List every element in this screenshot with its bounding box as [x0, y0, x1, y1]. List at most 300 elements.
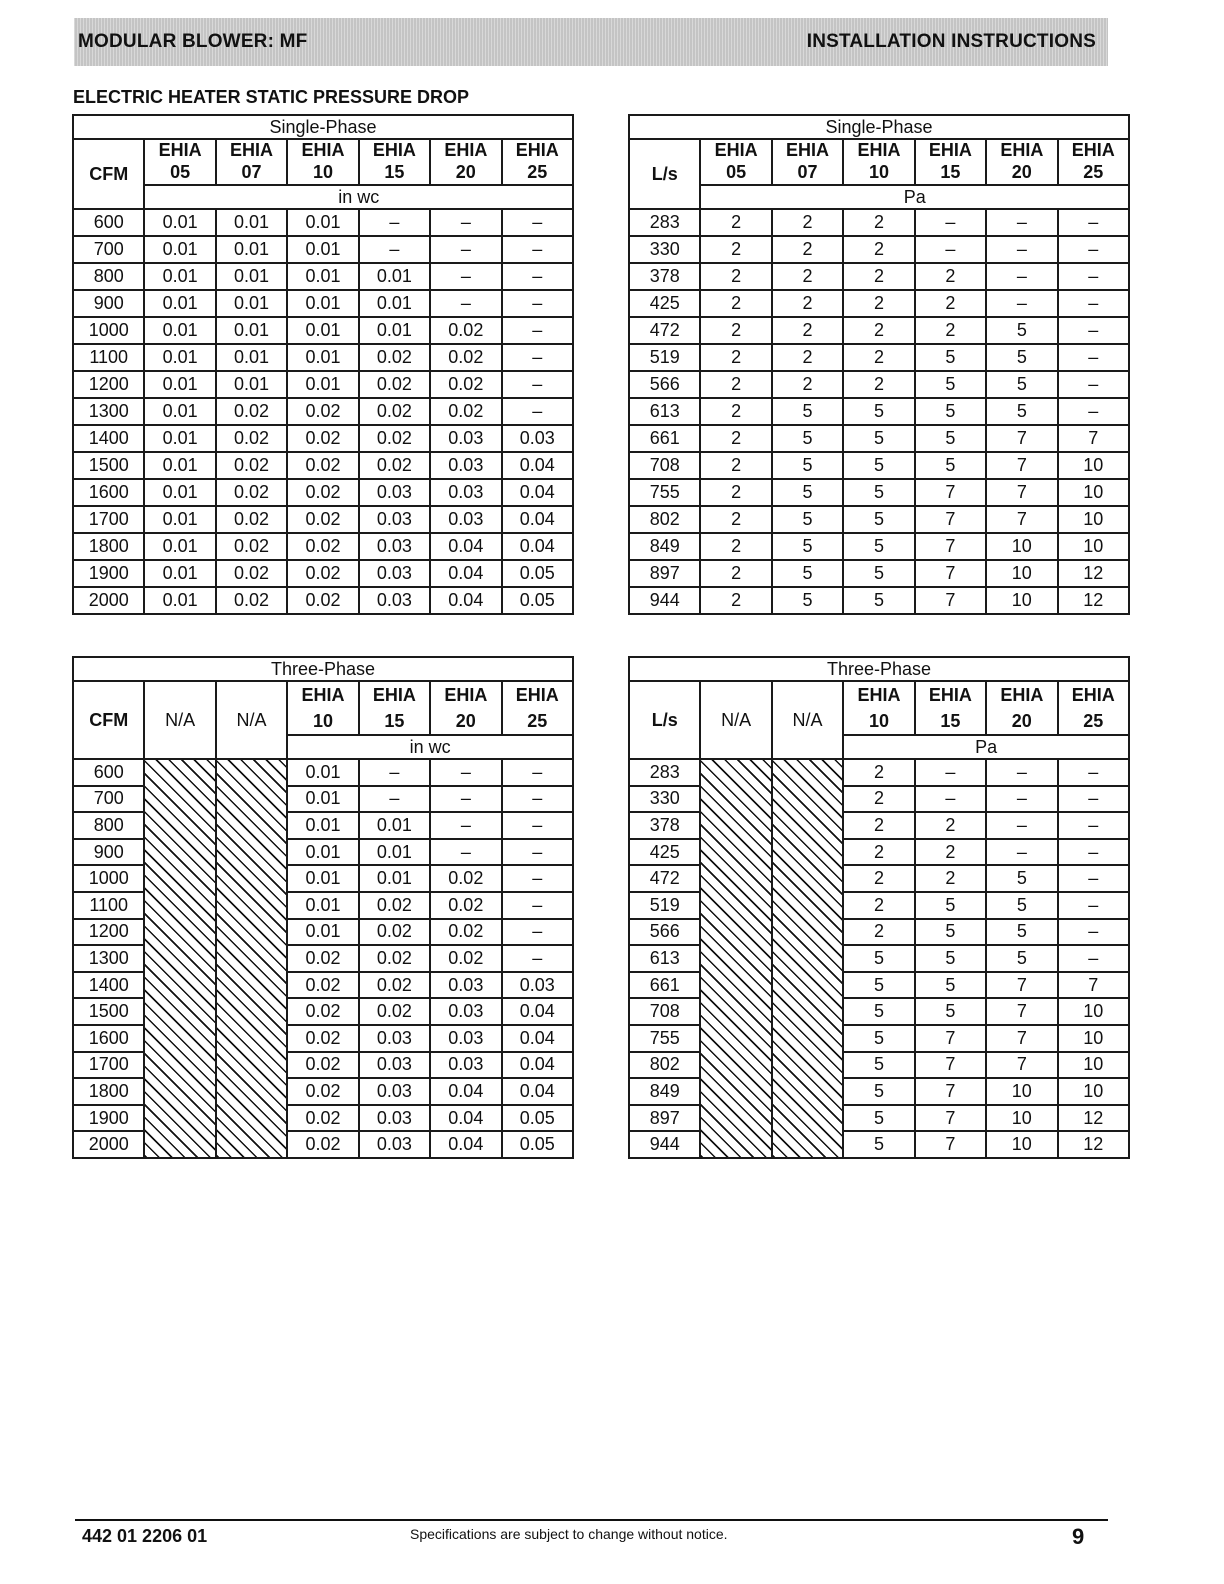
na-header: N/A — [216, 681, 287, 759]
airflow-cell: 1800 — [73, 533, 144, 560]
value-cell: 0.03 — [430, 1025, 501, 1052]
value-cell: 5 — [843, 1105, 914, 1132]
table-row — [73, 425, 573, 452]
heater-size-label: 15 — [384, 711, 405, 731]
heater-column-header — [287, 681, 358, 735]
value-cell: 5 — [843, 560, 914, 587]
heater-column-header — [915, 139, 986, 185]
heater-size-label: 20 — [455, 711, 476, 731]
airflow-cell: 472 — [629, 317, 700, 344]
value-cell: 0.03 — [502, 972, 573, 999]
footer-notice: Specifications are subject to change without notice. — [410, 1526, 728, 1542]
value-cell: 5 — [915, 945, 986, 972]
value-cell: 5 — [843, 1131, 914, 1158]
value-cell: 0.03 — [359, 1025, 430, 1052]
heater-column-header — [359, 139, 430, 185]
value-cell: 5 — [986, 945, 1057, 972]
heater-model-label: EHIA — [301, 685, 345, 705]
value-cell: 0.03 — [359, 587, 430, 614]
value-cell: 2 — [700, 506, 771, 533]
value-cell: – — [502, 786, 573, 813]
table-row — [73, 371, 573, 398]
airflow-cell: 566 — [629, 371, 700, 398]
table-row — [73, 209, 573, 236]
value-cell: – — [1058, 236, 1129, 263]
airflow-cell: 661 — [629, 972, 700, 999]
value-cell: – — [359, 209, 430, 236]
value-cell: – — [1058, 865, 1129, 892]
heater-column-header — [430, 139, 501, 185]
value-cell: 12 — [1058, 1131, 1129, 1158]
value-cell: 0.04 — [502, 452, 573, 479]
value-cell: 0.04 — [502, 479, 573, 506]
value-cell: 5 — [915, 371, 986, 398]
value-cell: 7 — [986, 972, 1057, 999]
airflow-cell: 944 — [629, 1131, 700, 1158]
value-cell: 0.04 — [430, 1131, 501, 1158]
airflow-cell: 1000 — [73, 317, 144, 344]
heater-model-label: EHIA — [515, 685, 559, 705]
value-cell: 0.02 — [359, 398, 430, 425]
single-phase-ls-table — [628, 114, 1130, 615]
table-row — [629, 759, 1129, 786]
heater-model-label: EHIA — [230, 140, 274, 160]
value-cell: 7 — [1058, 972, 1129, 999]
value-cell: 2 — [700, 290, 771, 317]
airflow-cell: 1300 — [73, 398, 144, 425]
value-cell: – — [986, 263, 1057, 290]
airflow-cell: 900 — [73, 839, 144, 866]
value-cell: 0.02 — [287, 560, 358, 587]
heater-size-label: 10 — [868, 162, 889, 182]
value-cell: 0.02 — [287, 398, 358, 425]
heater-column-header — [772, 139, 843, 185]
value-cell: – — [502, 344, 573, 371]
value-cell: 7 — [915, 479, 986, 506]
value-cell: 7 — [986, 506, 1057, 533]
value-cell: 2 — [700, 209, 771, 236]
value-cell: 0.03 — [430, 452, 501, 479]
value-cell: 0.02 — [287, 1025, 358, 1052]
airflow-cell: 708 — [629, 452, 700, 479]
value-cell: – — [430, 236, 501, 263]
heater-size-label: 10 — [312, 162, 333, 182]
value-cell: – — [1058, 317, 1129, 344]
value-cell: 2 — [843, 263, 914, 290]
value-cell: – — [502, 812, 573, 839]
value-cell: 10 — [1058, 533, 1129, 560]
table-row — [629, 317, 1129, 344]
airflow-cell: 600 — [73, 209, 144, 236]
value-cell: 0.01 — [287, 759, 358, 786]
value-cell: 0.02 — [216, 398, 287, 425]
phase-label: Three-Phase — [629, 657, 1129, 681]
airflow-cell: 1600 — [73, 1025, 144, 1052]
value-cell: 0.02 — [216, 506, 287, 533]
value-cell: 5 — [843, 1025, 914, 1052]
heater-size-label: 15 — [940, 711, 961, 731]
value-cell: 2 — [700, 560, 771, 587]
value-cell: 12 — [1058, 560, 1129, 587]
table-row — [629, 344, 1129, 371]
value-cell: 5 — [915, 892, 986, 919]
table-row — [629, 290, 1129, 317]
value-cell: 2 — [843, 290, 914, 317]
not-available-hatch — [700, 759, 771, 1158]
value-cell: 5 — [843, 425, 914, 452]
value-cell: 0.01 — [359, 812, 430, 839]
value-cell: 10 — [986, 1078, 1057, 1105]
column-header-row — [629, 681, 1129, 735]
heater-column-header — [359, 681, 430, 735]
airflow-cell: 944 — [629, 587, 700, 614]
value-cell: 5 — [986, 398, 1057, 425]
value-cell: 0.02 — [430, 344, 501, 371]
value-cell: 7 — [915, 1052, 986, 1079]
airflow-cell: 1400 — [73, 425, 144, 452]
value-cell: – — [1058, 263, 1129, 290]
value-cell: 2 — [843, 317, 914, 344]
value-cell: 0.01 — [144, 533, 215, 560]
value-cell: 0.02 — [287, 972, 358, 999]
heater-size-label: 20 — [1011, 711, 1032, 731]
airflow-cell: 1100 — [73, 892, 144, 919]
value-cell: 2 — [843, 786, 914, 813]
value-cell: – — [430, 759, 501, 786]
value-cell: 0.01 — [216, 236, 287, 263]
heater-model-label: EHIA — [372, 685, 416, 705]
heater-size-label: 25 — [1083, 162, 1104, 182]
value-cell: 0.03 — [430, 1052, 501, 1079]
heater-model-label: EHIA — [857, 685, 901, 705]
value-cell: 10 — [986, 560, 1057, 587]
value-cell: 0.02 — [359, 425, 430, 452]
value-cell: 0.01 — [144, 263, 215, 290]
value-cell: 0.01 — [359, 263, 430, 290]
value-cell: 5 — [843, 398, 914, 425]
value-cell: – — [502, 945, 573, 972]
value-cell: 0.02 — [430, 945, 501, 972]
na-header: N/A — [772, 681, 843, 759]
value-cell: 5 — [915, 972, 986, 999]
value-cell: 2 — [700, 587, 771, 614]
value-cell: 12 — [1058, 1105, 1129, 1132]
value-cell: 7 — [915, 1078, 986, 1105]
value-cell: – — [502, 236, 573, 263]
value-cell: 0.02 — [216, 425, 287, 452]
table-row — [73, 263, 573, 290]
value-cell: – — [986, 812, 1057, 839]
value-cell: 0.02 — [287, 587, 358, 614]
heater-model-label: EHIA — [928, 685, 972, 705]
value-cell: 2 — [700, 425, 771, 452]
doc-number: 442 01 2206 01 — [82, 1526, 208, 1546]
heater-size-label: 15 — [940, 162, 961, 182]
value-cell: 5 — [915, 344, 986, 371]
value-cell: 5 — [986, 919, 1057, 946]
value-cell: 0.03 — [359, 560, 430, 587]
heater-column-header — [1058, 139, 1129, 185]
airflow-cell: 1800 — [73, 1078, 144, 1105]
value-cell: 0.02 — [359, 892, 430, 919]
value-cell: – — [1058, 919, 1129, 946]
value-cell: – — [502, 371, 573, 398]
value-cell: 2 — [772, 209, 843, 236]
value-cell: 2 — [843, 209, 914, 236]
value-cell: 0.04 — [430, 1105, 501, 1132]
value-cell: – — [986, 290, 1057, 317]
airflow-cell: 613 — [629, 945, 700, 972]
value-cell: 7 — [986, 1052, 1057, 1079]
heater-column-header — [915, 681, 986, 735]
table-row — [629, 506, 1129, 533]
value-cell: 0.01 — [287, 317, 358, 344]
value-cell: – — [986, 759, 1057, 786]
airflow-cell: 283 — [629, 759, 700, 786]
value-cell: 0.03 — [430, 425, 501, 452]
value-cell: 0.04 — [502, 1025, 573, 1052]
value-cell: 0.03 — [359, 533, 430, 560]
phase-row — [73, 115, 573, 139]
heater-size-label: 10 — [312, 711, 333, 731]
airflow-cell: 425 — [629, 290, 700, 317]
airflow-cell: 755 — [629, 1025, 700, 1052]
phase-row — [73, 657, 573, 681]
airflow-cell: 378 — [629, 812, 700, 839]
table-row — [629, 587, 1129, 614]
value-cell: 0.02 — [359, 972, 430, 999]
table-row — [73, 587, 573, 614]
value-cell: 2 — [843, 919, 914, 946]
value-cell: 10 — [986, 533, 1057, 560]
value-cell: 7 — [1058, 425, 1129, 452]
heater-column-header — [502, 681, 573, 735]
airflow-cell: 1700 — [73, 506, 144, 533]
airflow-cell: 283 — [629, 209, 700, 236]
airflow-cell: 755 — [629, 479, 700, 506]
value-cell: 10 — [1058, 1078, 1129, 1105]
value-cell: 0.02 — [287, 479, 358, 506]
value-cell: 10 — [1058, 479, 1129, 506]
unit-row — [73, 185, 573, 209]
first-column-header: CFM — [73, 681, 144, 759]
heater-size-label: 05 — [170, 162, 191, 182]
airflow-cell: 378 — [629, 263, 700, 290]
value-cell: – — [1058, 945, 1129, 972]
page-number: 9 — [1072, 1524, 1085, 1549]
airflow-cell: 566 — [629, 919, 700, 946]
airflow-cell: 519 — [629, 892, 700, 919]
value-cell: – — [430, 290, 501, 317]
three-phase-ls-table — [628, 656, 1130, 1159]
value-cell: – — [502, 209, 573, 236]
heater-column-header — [843, 681, 914, 735]
value-cell: 0.01 — [287, 371, 358, 398]
value-cell: – — [986, 209, 1057, 236]
value-cell: 0.03 — [359, 1052, 430, 1079]
value-cell: 5 — [772, 560, 843, 587]
value-cell: 5 — [986, 371, 1057, 398]
airflow-cell: 661 — [629, 425, 700, 452]
value-cell: 0.04 — [502, 1078, 573, 1105]
value-cell: 0.05 — [502, 1131, 573, 1158]
three-phase-cfm-table — [72, 656, 574, 1159]
airflow-cell: 330 — [629, 786, 700, 813]
value-cell: 10 — [986, 1131, 1057, 1158]
value-cell: 2 — [915, 290, 986, 317]
value-cell: – — [915, 759, 986, 786]
value-cell: 0.01 — [287, 290, 358, 317]
value-cell: 0.04 — [502, 1052, 573, 1079]
value-cell: 0.01 — [144, 425, 215, 452]
table-row — [629, 371, 1129, 398]
value-cell: 0.02 — [430, 892, 501, 919]
value-cell: 0.02 — [287, 1052, 358, 1079]
table-row — [73, 560, 573, 587]
value-cell: 0.02 — [359, 998, 430, 1025]
value-cell: – — [915, 209, 986, 236]
airflow-cell: 2000 — [73, 1131, 144, 1158]
heater-column-header — [986, 681, 1057, 735]
value-cell: 0.02 — [359, 371, 430, 398]
heater-size-label: 25 — [527, 162, 548, 182]
value-cell: 0.01 — [144, 587, 215, 614]
value-cell: 0.04 — [430, 533, 501, 560]
heater-size-label: 25 — [1083, 711, 1104, 731]
value-cell: 0.03 — [359, 1078, 430, 1105]
value-cell: 2 — [772, 371, 843, 398]
table-row — [629, 479, 1129, 506]
value-cell: 0.02 — [287, 1105, 358, 1132]
value-cell: – — [1058, 812, 1129, 839]
value-cell: 0.01 — [216, 317, 287, 344]
airflow-cell: 613 — [629, 398, 700, 425]
value-cell: 5 — [772, 425, 843, 452]
value-cell: 0.04 — [502, 998, 573, 1025]
airflow-cell: 1500 — [73, 998, 144, 1025]
value-cell: – — [915, 236, 986, 263]
value-cell: 0.02 — [359, 452, 430, 479]
header-banner — [74, 18, 1108, 66]
value-cell: 0.03 — [359, 479, 430, 506]
value-cell: – — [502, 865, 573, 892]
column-header-row — [73, 139, 573, 185]
value-cell: 10 — [1058, 506, 1129, 533]
value-cell: 0.01 — [144, 452, 215, 479]
unit-label: Pa — [700, 185, 1129, 209]
value-cell: – — [986, 839, 1057, 866]
heater-column-header — [986, 139, 1057, 185]
airflow-cell: 800 — [73, 812, 144, 839]
value-cell: – — [502, 317, 573, 344]
value-cell: 0.01 — [287, 263, 358, 290]
airflow-cell: 1200 — [73, 371, 144, 398]
value-cell: 0.02 — [287, 425, 358, 452]
heater-model-label: EHIA — [1071, 140, 1115, 160]
value-cell: – — [359, 759, 430, 786]
value-cell: 0.01 — [359, 290, 430, 317]
unit-row — [629, 185, 1129, 209]
value-cell: 0.02 — [216, 587, 287, 614]
value-cell: 2 — [700, 533, 771, 560]
value-cell: 7 — [915, 533, 986, 560]
heater-size-label: 20 — [455, 162, 476, 182]
heater-model-label: EHIA — [857, 140, 901, 160]
value-cell: 7 — [986, 998, 1057, 1025]
value-cell: – — [1058, 344, 1129, 371]
value-cell: 7 — [915, 560, 986, 587]
table-row — [629, 425, 1129, 452]
value-cell: 0.02 — [216, 533, 287, 560]
airflow-cell: 897 — [629, 1105, 700, 1132]
value-cell: 0.01 — [216, 209, 287, 236]
airflow-cell: 1300 — [73, 945, 144, 972]
first-column-header: L/s — [629, 681, 700, 759]
airflow-cell: 1200 — [73, 919, 144, 946]
value-cell: 2 — [772, 317, 843, 344]
airflow-cell: 849 — [629, 1078, 700, 1105]
value-cell: 0.01 — [287, 919, 358, 946]
value-cell: 5 — [986, 344, 1057, 371]
value-cell: 2 — [700, 452, 771, 479]
phase-label: Single-Phase — [629, 115, 1129, 139]
heater-model-label: EHIA — [1000, 140, 1044, 160]
value-cell: 0.01 — [287, 236, 358, 263]
value-cell: 5 — [843, 1078, 914, 1105]
na-header: N/A — [144, 681, 215, 759]
heater-column-header — [843, 139, 914, 185]
value-cell: 2 — [843, 236, 914, 263]
value-cell: – — [502, 398, 573, 425]
value-cell: 2 — [700, 236, 771, 263]
value-cell: – — [359, 786, 430, 813]
single-phase-cfm-table — [72, 114, 574, 615]
value-cell: 5 — [772, 452, 843, 479]
value-cell: 10 — [986, 1105, 1057, 1132]
table-row — [629, 236, 1129, 263]
value-cell: 0.03 — [359, 1131, 430, 1158]
value-cell: 0.04 — [430, 560, 501, 587]
value-cell: 2 — [772, 344, 843, 371]
value-cell: 0.01 — [144, 560, 215, 587]
value-cell: 7 — [986, 452, 1057, 479]
phase-label: Three-Phase — [73, 657, 573, 681]
value-cell: 5 — [986, 892, 1057, 919]
value-cell: 0.01 — [216, 263, 287, 290]
value-cell: – — [1058, 786, 1129, 813]
heater-model-label: EHIA — [444, 685, 488, 705]
value-cell: 5 — [772, 533, 843, 560]
heater-size-label: 07 — [241, 162, 262, 182]
value-cell: 0.01 — [287, 839, 358, 866]
value-cell: 0.02 — [287, 533, 358, 560]
value-cell: 0.01 — [144, 479, 215, 506]
value-cell: 5 — [843, 452, 914, 479]
value-cell: 2 — [772, 236, 843, 263]
phase-label: Single-Phase — [73, 115, 573, 139]
heater-size-label: 25 — [527, 711, 548, 731]
value-cell: 2 — [915, 812, 986, 839]
value-cell: – — [986, 236, 1057, 263]
first-column-header: L/s — [629, 139, 700, 209]
value-cell: 2 — [915, 317, 986, 344]
value-cell: 7 — [986, 1025, 1057, 1052]
value-cell: 2 — [843, 759, 914, 786]
value-cell: 5 — [915, 919, 986, 946]
value-cell: 0.01 — [216, 344, 287, 371]
value-cell: 0.01 — [359, 865, 430, 892]
value-cell: – — [502, 290, 573, 317]
